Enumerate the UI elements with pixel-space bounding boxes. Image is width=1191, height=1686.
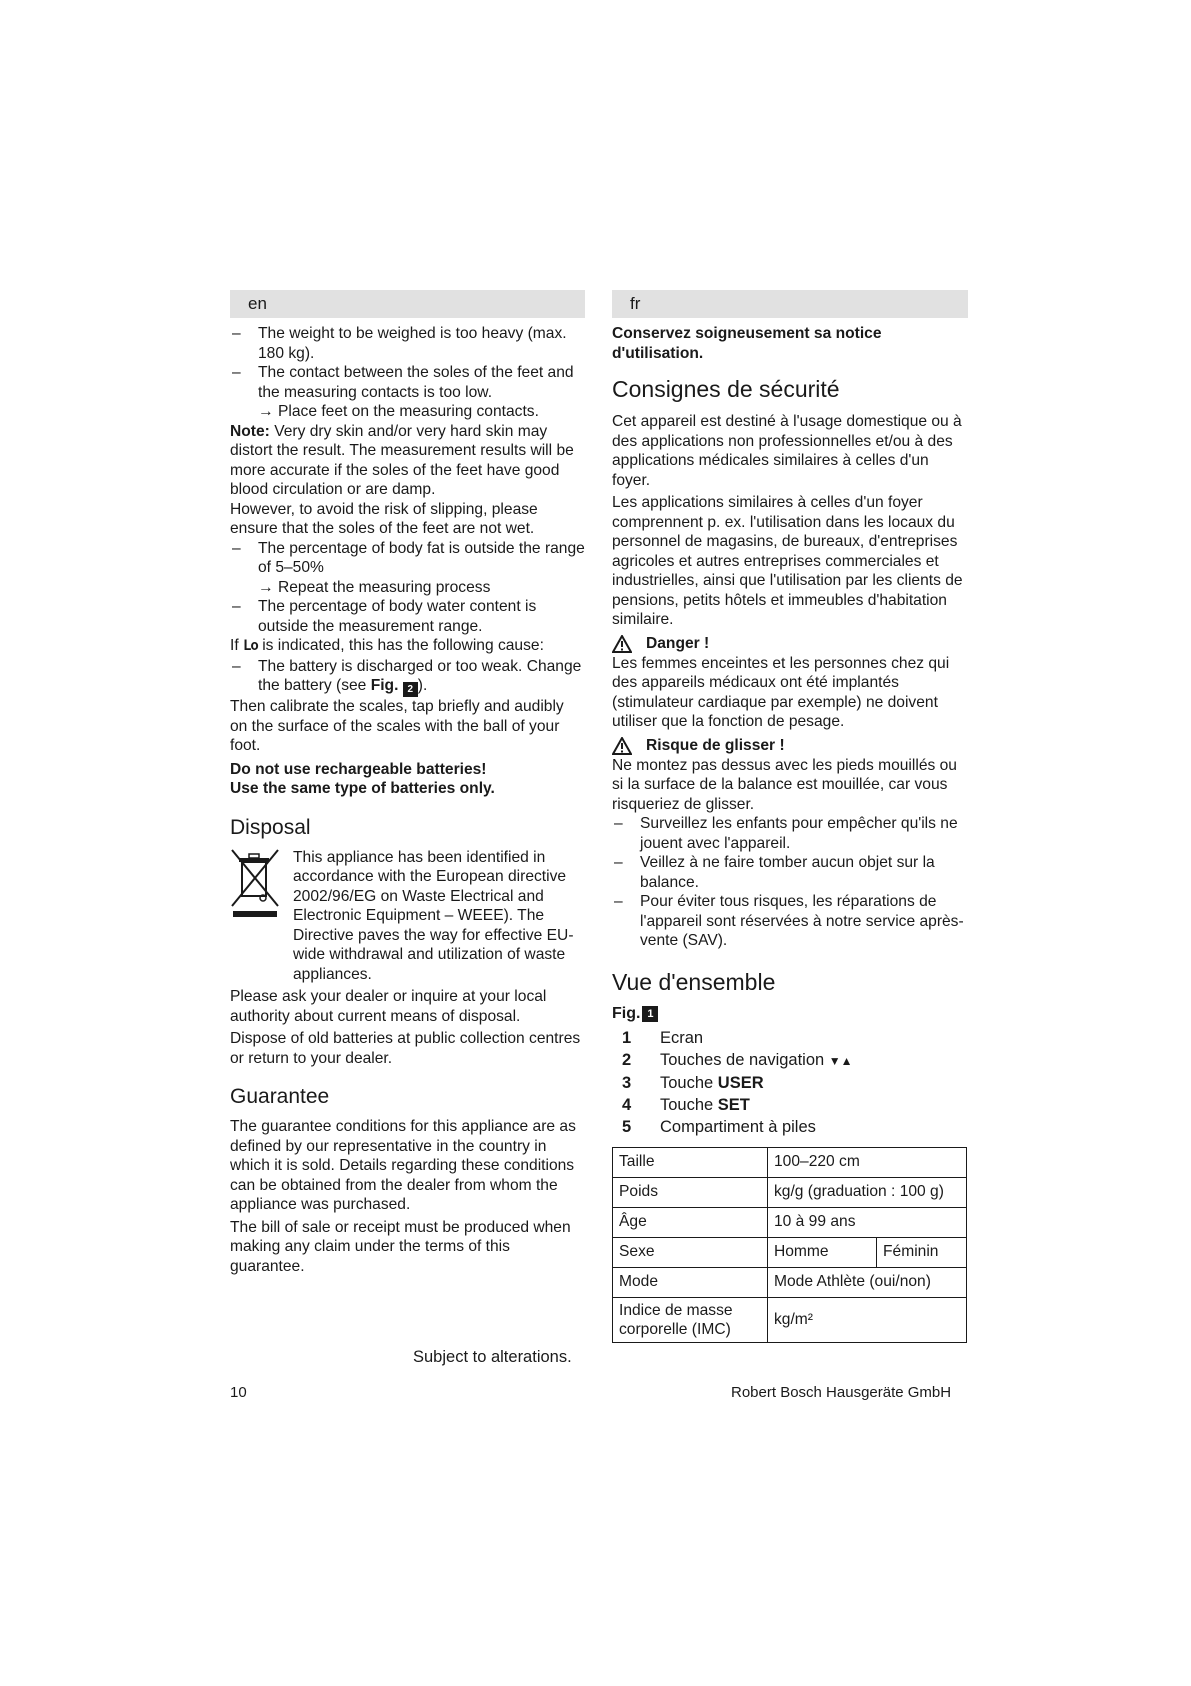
table-row [613, 1297, 967, 1342]
crossed-bin-icon [230, 848, 282, 926]
alterations-note: Subject to alterations. [413, 1348, 572, 1366]
list-item: 2 Touches de navigation ▼▲ [622, 1050, 853, 1069]
table-row [613, 1267, 967, 1297]
list-item: 3 Touche USER [622, 1073, 764, 1092]
table-row [613, 1147, 967, 1177]
table-cell: Indice de masse corporelle (IMC) [613, 1297, 768, 1342]
paragraph: The guarantee conditions for this appliance are as defined by our representative in the country in which it is sold. Details regarding these conditions can be obtained from the dealer from whom the appliance was purchased. [230, 1118, 576, 1213]
specifications-table [612, 1147, 967, 1343]
section-heading-disposal: Disposal [230, 815, 311, 839]
section-heading-safety: Consignes de sécurité [612, 376, 840, 402]
table-cell: Homme [768, 1237, 877, 1267]
figure-number-badge: 2 [403, 682, 418, 697]
table-cell: Âge [613, 1207, 768, 1237]
section-heading-overview: Vue d'ensemble [612, 968, 776, 995]
table-cell: Taille [613, 1147, 768, 1177]
figure-label: Fig. 1 [612, 1005, 968, 1023]
figure-number-badge: 1 [642, 1006, 658, 1022]
page-number: 10 [230, 1384, 247, 1401]
navigation-arrows-icon: ▼▲ [828, 1053, 853, 1068]
paragraph: Dispose of old batteries at public collection centres or return to your dealer. [230, 1030, 581, 1067]
list-item: – The percentage of body water content is outside the measurement range. [230, 597, 585, 636]
table-cell: 10 à 99 ans [768, 1207, 967, 1237]
list-item: 1 Ecran [622, 1028, 704, 1047]
table-cell: Féminin [877, 1237, 967, 1267]
slip-warning: Risque de glisser ! [612, 736, 968, 756]
list-item: – Surveillez les enfants pour empêcher qu'ils ne jouent avec l'appareil. [612, 814, 968, 853]
list-item: – Veillez à ne faire tomber aucun objet sur la balance. [612, 853, 968, 892]
paragraph: Ne montez pas dessus avec les pieds mouillés ou si la surface de la balance est mouillée, car vous risqueriez de glisser. [612, 756, 957, 813]
table-row [613, 1177, 967, 1207]
note-label: Note: [230, 422, 270, 440]
paragraph: The bill of sale or receipt must be produced when making any claim under the terms of this guarantee. [230, 1218, 571, 1275]
list-item: – The percentage of body fat is outside the range of 5–50% [230, 539, 585, 578]
table-cell: kg/g (graduation : 100 g) [768, 1177, 967, 1207]
warning-triangle-icon [612, 635, 632, 653]
french-column [612, 290, 968, 1343]
arrow-right-icon: → [258, 403, 274, 420]
list-item: – The battery is discharged or too weak. Change the battery (see Fig. 2 ). [230, 657, 585, 698]
warning-triangle-icon [612, 737, 632, 755]
paragraph: Then calibrate the scales, tap briefly and audibly on the surface of the scales with the ball of your foot. [230, 698, 564, 754]
disposal-block: This appliance has been identified in accordance with the European directive 2002/96/EG on Waste Electrical and Electronic Equipment – WEEE). The Directive paves the way for effective EU-wide withdrawal and utilization of waste appliances. [230, 848, 585, 985]
section-heading-guarantee: Guarantee [230, 1085, 330, 1108]
language-header-fr: fr [612, 290, 968, 318]
instruction-line: → Repeat the measuring process [258, 578, 491, 596]
table-cell: Poids [613, 1177, 768, 1207]
paragraph: Les applications similaires à celles d'un foyer comprennent p. ex. l'utilisation dans les locaux du personnel de magasins, de bureaux, d'entreprises agricoles et autres entreprises commerciales et industrielles, ainsi que l'utilisation par les clients de pensions, petits hôtels et immeubles d'habitation similaire. [612, 494, 963, 628]
keep-notice: Conservez soigneusement sa notice d'utilisation. [612, 325, 882, 362]
table-cell: 100–220 cm [768, 1147, 967, 1177]
instruction-line: → Place feet on the measuring contacts. [258, 403, 539, 420]
english-column [230, 290, 585, 1276]
paragraph: If Lo is indicated, this has the following cause: [230, 637, 544, 654]
table-row [613, 1207, 967, 1237]
list-item: 5 Compartiment à piles [622, 1117, 816, 1136]
list-item: – The contact between the soles of the feet and the measuring contacts is too low. [230, 363, 585, 402]
table-cell: Sexe [613, 1237, 768, 1267]
table-row [613, 1237, 967, 1267]
paragraph: Cet appareil est destiné à l'usage domestique ou à des applications non professionnelles et/ou à des applications médicales similaires à celles d'un foyer. [612, 413, 962, 489]
table-cell: Mode [613, 1267, 768, 1297]
manufacturer-name: Robert Bosch Hausgeräte GmbH [731, 1384, 952, 1401]
parts-list [612, 1027, 968, 1138]
warning-text: Use the same type of batteries only. [230, 780, 495, 797]
danger-warning: Danger ! [612, 634, 968, 654]
list-item: 4 Touche SET [622, 1095, 750, 1114]
warning-text: Do not use rechargeable batteries! [230, 760, 487, 778]
paragraph: However, to avoid the risk of slipping, please ensure that the soles of the feet are not wet. [230, 500, 538, 537]
lo-display-symbol: Lo [243, 638, 258, 654]
paragraph: Please ask your dealer or inquire at your local authority about current means of disposal. [230, 988, 547, 1025]
table-cell: Mode Athlète (oui/non) [768, 1267, 967, 1297]
list-item: – Pour éviter tous risques, les réparations de l'appareil sont réservées à notre service après-vente (SAV). [612, 892, 968, 951]
table-cell: kg/m² [768, 1297, 967, 1342]
paragraph: Les femmes enceintes et les personnes chez qui des appareils médicaux ont été implantés (stimulateur cardiaque par exemple) ne doivent utiliser que la fonction de pesage. [612, 654, 950, 730]
arrow-right-icon: → [258, 578, 274, 596]
list-item: – The weight to be weighed is too heavy (max. 180 kg). [230, 324, 585, 363]
note-paragraph: Note: Very dry skin and/or very hard skin may distort the result. The measurement results will be more accurate if the soles of the feet have good blood circulation or are damp. [230, 422, 574, 498]
language-header-en: en [230, 290, 585, 318]
